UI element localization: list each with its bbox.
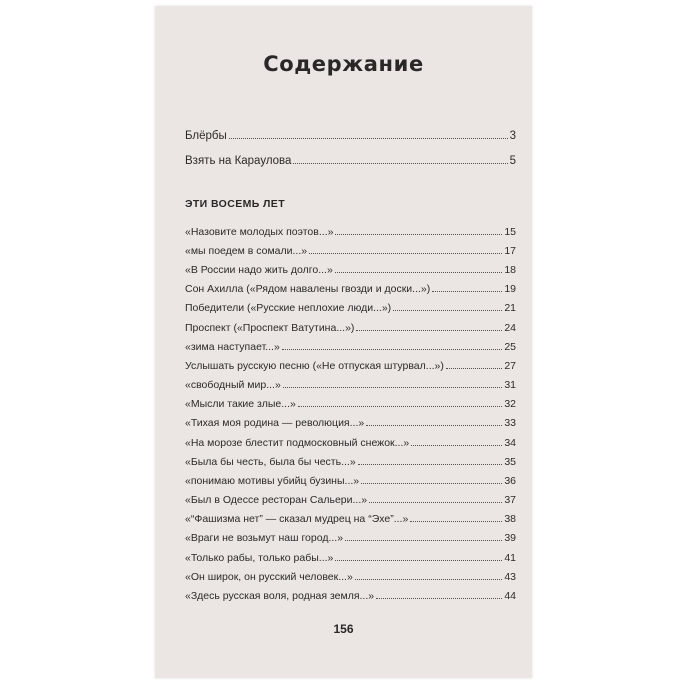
dot-leader [366,425,502,426]
toc-entry-page: 32 [504,398,516,410]
toc-entry-page: 36 [504,475,516,487]
toc-entry [185,245,516,259]
toc-entry-page: 41 [504,552,516,564]
toc-entry-title: «Назовите молодых поэтов...» [185,226,334,238]
dot-leader [309,253,502,254]
toc-entry-page: 39 [504,532,516,544]
toc-entry [185,456,516,470]
toc-entry-title: «Была бы честь, была бы честь...» [185,456,356,468]
toc-entry [185,155,516,171]
toc-entry-page: 35 [504,456,516,468]
toc-entry-title: Услышать русскую песню («Не отпуская штурвал...») [185,360,444,372]
toc-entry [185,341,516,355]
toc-entry-page: 27 [504,360,516,372]
toc-entry [185,226,516,240]
toc-entry [185,322,516,336]
toc-entry-title: «Был в Одессе ресторан Сальери...» [185,494,368,506]
page-number: 156 [333,622,354,636]
toc-entry-title: «В России надо жить долго...» [185,264,333,276]
toc-entry [185,437,516,451]
toc-entry [185,283,516,297]
toc-entry-page: 3 [509,130,516,142]
toc-entry-page: 25 [504,341,516,353]
dot-leader [282,349,502,350]
dot-leader [446,368,502,369]
toc-entry-title: «зима наступает...» [185,341,280,353]
dot-leader [376,598,502,599]
toc-entry-title: «Враги не возьмут наш город...» [185,532,344,544]
toc-entry-title: «Мысли такие злые...» [185,398,296,410]
dot-leader [345,540,502,541]
dot-leader [358,464,503,465]
dot-leader [411,445,502,446]
toc-entry-page: 5 [509,155,516,167]
toc-entry [185,398,516,412]
toc-entry-title: Взять на Караулова [185,155,292,167]
toc-entry-title: «понимаю мотивы убийц бузины...» [185,475,360,487]
dot-leader [335,272,503,273]
toc-entry-page: 31 [504,379,516,391]
toc-entry [185,130,516,146]
toc-entry-title: «Тихая моя родина — революция...» [185,417,365,429]
toc-entry-page: 19 [504,283,516,295]
toc-entry-page: 44 [504,590,516,602]
toc-entry-page: 17 [504,245,516,257]
section-heading: ЭТИ ВОСЕМЬ ЛЕТ [185,198,286,210]
toc-entry-page: 21 [504,302,516,314]
dot-leader [410,521,502,522]
toc-entry [185,379,516,393]
toc-entry-title: «“Фашизма нет” — сказал мудрец на “Эхе”...» [185,513,409,525]
dot-leader [335,234,502,235]
toc-entry-title: «Здесь русская воля, родная земля...» [185,590,375,602]
toc-entry [185,571,516,585]
toc-entry-title: Блёрбы [185,130,227,142]
toc-entry-page: 15 [504,226,516,238]
page-title: Содержание [263,52,424,76]
toc-entry-title: «На морозе блестит подмосковный снежок...» [185,437,410,449]
dot-leader [335,560,502,561]
dot-leader [229,138,508,139]
toc-entry [185,513,516,527]
toc-entry-page: 33 [504,417,516,429]
toc-entry-page: 38 [504,513,516,525]
toc-entry [185,532,516,546]
dot-leader [298,406,502,407]
dot-leader [356,330,502,331]
toc-entry-page: 34 [504,437,516,449]
toc-entry [185,552,516,566]
dot-leader [293,163,507,164]
toc-entry-page: 37 [504,494,516,506]
toc-entry-title: Сон Ахилла («Рядом навалены гвозди и доски...») [185,283,431,295]
toc-entry [185,360,516,374]
toc-entry [185,417,516,431]
book-page [155,6,532,678]
toc-entry [185,590,516,604]
dot-leader [355,579,503,580]
toc-entry [185,494,516,508]
toc-entry-page: 43 [504,571,516,583]
dot-leader [432,291,502,292]
dot-leader [283,387,503,388]
toc-entry-title: «мы поедем в сомали...» [185,245,308,257]
toc-entry [185,264,516,278]
dot-leader [361,483,502,484]
dot-leader [369,502,502,503]
toc-entry-title: «Только рабы, только рабы...» [185,552,334,564]
toc-entry-page: 18 [504,264,516,276]
dot-leader [393,310,502,311]
toc-entry-title: «свободный мир...» [185,379,281,391]
toc-entry-title: Победители («Русские неплохие люди...») [185,302,392,314]
toc-entry-title: Проспект («Проспект Ватутина...») [185,322,355,334]
toc-entry-title: «Он широк, он русский человек...» [185,571,353,583]
toc-entry [185,302,516,316]
toc-entry [185,475,516,489]
toc-entry-page: 24 [504,322,516,334]
